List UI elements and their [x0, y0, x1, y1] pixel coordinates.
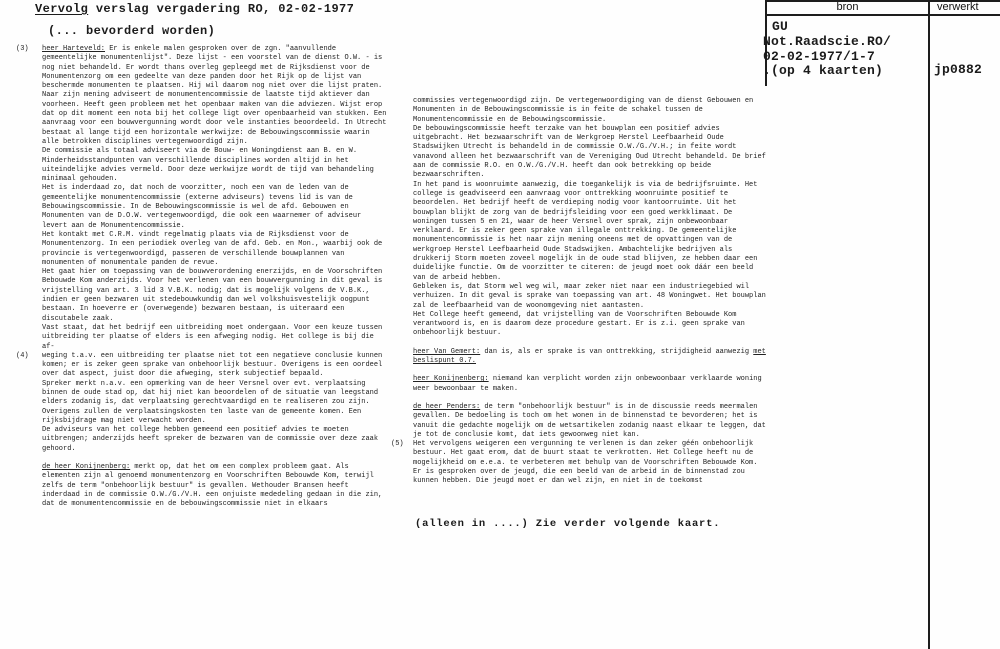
footer-note: (alleen in ....) Zie verder volgende kaart. [415, 518, 721, 530]
right-column [391, 97, 769, 487]
verwerkt-entry: jp0882 [934, 62, 983, 77]
paragraph: heer Konijnenberg: niemand kan verplicht worden zijn onbewoonbaar verklaarde woning weer bewoonbaar te maken. [413, 375, 762, 393]
page-subtitle: (... bevorderd worden) [48, 24, 216, 38]
box-column-divider [928, 0, 930, 649]
paragraph: (5) Het vervolgens weigeren een vergunning te verlenen is dan zeker géén onbehoorlijk bestuur. Het gaat erom, dat de buurt staat te verkrotten. Het College heeft nu de mogelijkheid om e.e.a. te verbeteren met behulp van de Voorschriften Bebouwde Kom. [391, 440, 758, 467]
speaker-name: de heer Penders: [413, 402, 481, 411]
bron-line: GU [772, 19, 789, 34]
item-marker: (3) [16, 45, 29, 53]
bron-column-label: bron [836, 1, 859, 13]
left-column [16, 45, 390, 510]
bron-line: 02-02-1977/1-7 [763, 48, 876, 64]
paragraph: (4) weging t.a.v. een uitbreiding ter plaatse niet tot een negatieve conclusie kunnen komen; er is zeker geen sprake van onbehoorlijk bestuur. Overigens is een oordeel over dat aspect, juist door die afweging, sterk subjectief bepaald. [16, 351, 383, 379]
speaker-name: heer Van Gemert: [413, 347, 481, 356]
box-header-divider [765, 14, 1000, 16]
page-title [35, 2, 354, 16]
paragraph: De commissie als totaal adviseert via de Bouw- en Woningdienst aan B. en W. Minderheidsstandpunten van verschillende disciplines worden altijd in het uiteindelijke advies vermeld. Door deze werkwijze wordt de tijd van behandeling minimaal gehouden. [42, 147, 374, 184]
paragraph: Het is inderdaad zo, dat noch de voorzitter, noch een van de leden van de gemeentelijke monumentencommissie (externe adviseurs) tevens lid is van de Bebouwingscommissie. In de Bebouwingscommissie is wel de afd. Gebouwen en Monumenten van de D.O.W. vertegenwoordigd, die ook een waarnemer of adviseur levert aan de Monumentencommissie. [42, 184, 362, 230]
title-rest: verslag vergadering RO, 02-02-1977 [88, 2, 355, 16]
paragraph: de heer Konijnenberg: merkt op, dat het om een complex probleem gaat. Als elementen zijn al genoemd monumentenzorg en Voorschriften Bebouwde Kom, terwijl zelfs de term "onbehoorlijk bestuur" is gevallen. Wethouder Bransen heeft inderdaad in de commissie O.W./G./V.H. een onjuiste mededeling gedaan in die zin, dat de monumentencommissie en de bebouwingscommissie niet in elkaars [42, 463, 383, 509]
bron-entry [763, 20, 891, 79]
paragraph: de heer Penders: de term "onbehoorlijk bestuur" is in de discussie reeds meermalen gevallen. De bedoeling is toch om het wonen in de binnenstad te bevorderen; het is vanuit die gedachte mogelijk om de wetsartikelen zodanig naast elkaar te leggen, dat je tot de conclusie komt, dat iets gewoonweg niet kan. [413, 402, 766, 439]
paragraph: In het pand is woonruimte aanwezig, die toegankelijk is via de bedrijfsruimte. Het college is geadviseerd een aanvraag voor onttrekking woonruimte positief te beoordelen. Het bedrijf heeft de verdieping nodig voor kantoorruimte. Uit het bouwplan blijkt de zorg van de bedrijfsleiding voor een goed werkklimaat. De woningen tussen 5 en 21, waar de heer Versnel over sprak, zijn onbewoonbaar verklaard. Er is zeker geen sprake van illegale onttrekking. De gemeentelijke monumentencommissie is het naar zijn mening oneens met de opvattingen van de werkgroep Herstel Leefbaarheid Oude Stadswijken. Ambachtelijke bedrijven als drukkerij Storm moeten zoveel mogelijk in de oude stad blijven, ze hebben daar een duidelijke functie. Om de voorzitter te citeren: de jeugd moet ook dáár een beeld van de arbeid hebben. [413, 180, 758, 282]
paragraph: heer Van Gemert: dan is, als er sprake is van onttrekking, strijdigheid aanwezig met beslispunt 0.7. [413, 347, 766, 366]
paragraph: Vast staat, dat het bedrijf een uitbreiding moet ondergaan. Voor een keuze tussen uitbreiding ter plaatse of elders is een afweging nodig. Het college is bij die af- [42, 323, 383, 351]
paragraph: Spreker merkt n.a.v. een opmerking van de heer Versnel over evt. verplaatsing binnen de oude stad op, dat hij niet kan beoordelen of de situatie van leegstand elders zodanig is, dat verplaatsing gerechtvaardigd en te realiseren zou zijn. Overigens zullen de verplaatsingskosten ten laste van de gemeente komen. Een rijksbijdrage mag niet verwacht worden. [42, 379, 379, 425]
speaker-name: heer Konijnenberg: [413, 375, 489, 384]
paragraph: Het kontakt met C.R.M. vindt regelmatig plaats via de Rijksdienst voor de Monumentenzorg. In een periodiek overleg van de afd. Geb. en Mon., waarbij ook de provincie is vertegenwoordigd, passeren de verschillende bouwplannen van monumenten of monumentale panden de revue. [42, 230, 383, 267]
underlined-phrase: met beslispunt 0.7. [413, 347, 766, 366]
verwerkt-column-label: verwerkt [937, 1, 979, 13]
item-marker: (4) [16, 351, 29, 360]
speaker-name: de heer Konijnenberg: [42, 463, 131, 472]
title-underlined-word: Vervolg [35, 2, 89, 16]
bron-line: .(op 4 kaarten) [763, 63, 884, 79]
speaker-name: heer Harteveld: [42, 45, 106, 53]
paragraph: Het College heeft gemeend, dat vrijstelling van de Voorschriften Bebouwde Kom verantwoord is, en is daarom deze procedure gestart. Er is z.i. geen sprake van onbehoorlijk bestuur. [413, 310, 745, 338]
bron-line: Not.Raadscie.RO/ [763, 33, 892, 49]
paragraph: Het gaat hier om toepassing van de bouwverordening enerzijds, en de Voorschriften Bebouwde Kom anderzijds. Voor het verlenen van een bouwvergunning in dit geval is vrijstelling van art. 3 lid 3 V.B.K. nodig; dat is mogelijk volgens de V.B.K., indien er geen bezwaren uit stedebouwkundig dan wel volkshuisvestelijk oogpunt bestaan. In hoeverre er (overwegende) bezwaren bestaan, is uiteraard een discutabele zaak. [42, 268, 383, 323]
item-marker: (5) [391, 440, 404, 449]
paragraph: commissies vertegenwoordigd zijn. De vertegenwoordiging van de dienst Gebouwen en Monumenten in de Bebouwingscommissie is in feite de schakel tussen de Monumentencommissie en de Bebouwingscommissie. [413, 97, 754, 124]
paragraph: Er is gesproken over de jeugd, die een beeld van de arbeid in de binnenstad zou kunnen hebben. Die jeugd moet er dan wel zijn, en niet in de toekomst [413, 467, 745, 486]
paragraph: Gebleken is, dat Storm wel weg wil, maar zeker niet naar een industriegebied wil verhuizen. In dit geval is sprake van toepassing van art. 48 Woningwet. Het bouwplan zal de leefbaarheid van de woonomgeving niet aantasten. [413, 282, 766, 310]
paragraph: De bebouwingscommissie heeft terzake van het bouwplan een positief advies uitgebracht. Het bezwaarschrift van de Werkgroep Herstel Leefbaarheid Oude Stadswijken Utrecht is behandeld in de commissie O.W./G./V.H.; in feite wordt vanavond alleen het bezwaarschrift van de Vereniging Oud Utrecht behandeld. De brief aan de commissie R.O. en O.W./G./V.H. heeft dan ook betrekking op beide bezwaarschriften. [413, 124, 766, 180]
paragraph: (3) heer Harteveld: Er is enkele malen gesproken over de zgn. "aanvullende gemeentelijke monumentenlijst". Deze lijst - een voorstel van de dienst O.W. - is nog niet behandeld. Er wordt thans overleg gepleegd met de Rijksdienst voor de Monumentenzorg om een gedeelte van deze panden door het Rijk op de lijst van beschermde monumenten te plaatsen. Hij wil daarom nog niet over die lijst praten. Naar zijn mening adviseert de monumentencommissie de laatste tijd aktiever dan voorheen. Heeft geen probleem met het openbaar maken van die adviezen. Wijst erop dat op dit moment een nota bij het college ligt over openbaarheid van stukken. Een aanvraag voor een bouwvergunning wordt door vele instanties beoordeeld. In Utrecht bestaat al lange tijd een horizontale werkwijze: de Bebouwingscommissie waarin alle betrokken disciplines vertegenwoordigd zijn. [16, 45, 387, 146]
paragraph: De adviseurs van het college hebben gemeend een positief advies te moeten uitbrengen; anderzijds heeft spreker de bezwaren van de commissie over deze zaak gehoord. [42, 426, 379, 453]
